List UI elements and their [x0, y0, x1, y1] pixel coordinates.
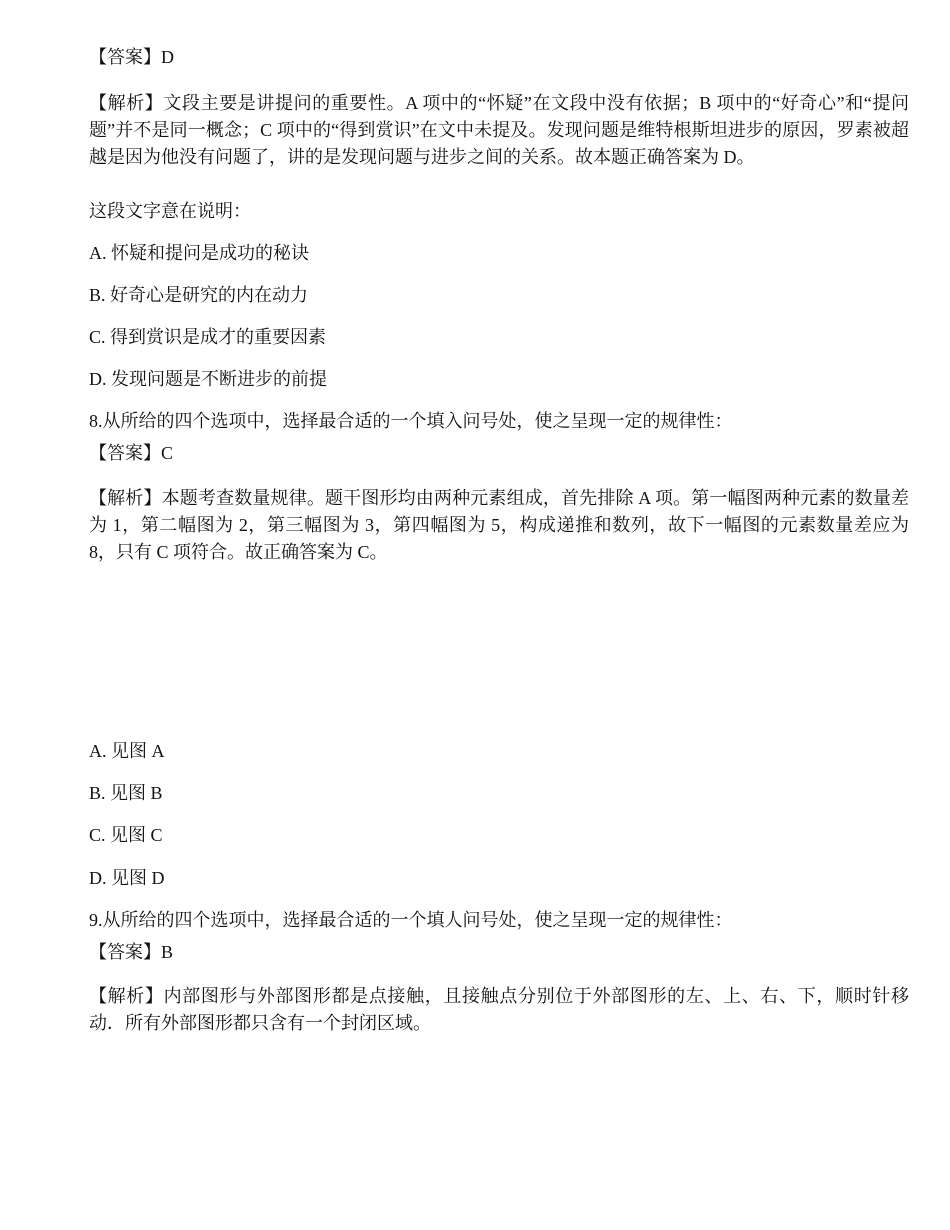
analysis-8: 【解析】本题考查数量规律。题干图形均由两种元素组成，首先排除 A 项。第一幅图两种元素的数量差为 1，第二幅图为 2，第三幅图为 3，第四幅图为 5，构成递推和数列，故下一幅图的元素数量差应为 8，只有 C 项符合。故正确答案为 C。 — [89, 488, 909, 562]
option-8-c: C. 见图 C — [89, 825, 163, 845]
analysis-9: 【解析】内部图形与外部图形都是点接触，且接触点分别位于外部图形的左、上、右、下，顺时针移动．所有外部图形都只含有一个封闭区域。 — [89, 986, 909, 1033]
option-7-a: A. 怀疑和提问是成功的秘诀 — [89, 243, 309, 263]
option-7-c: C. 得到赏识是成才的重要因素 — [89, 327, 327, 347]
analysis-7: 【解析】文段主要是讲提问的重要性。A 项中的“怀疑”在文段中没有依据；B 项中的“好奇心”和“提问题”并不是同一概念；C 项中的“得到赏识”在文中未提及。发现问题是维特根斯坦进步的原因，罗素被超越是因为他没有问题了，讲的是发现问题与进步之间的关系。故本题正确答案为 D。 — [89, 93, 909, 167]
answer-7: 【答案】D — [89, 47, 174, 67]
answer-9: 【答案】B — [89, 942, 174, 962]
answer-8: 【答案】C — [89, 443, 174, 463]
option-7-b: B. 好奇心是研究的内在动力 — [89, 285, 309, 305]
question-8-stem: 8.从所给的四个选项中，选择最合适的一个填入问号处，使之呈现一定的规律性： — [89, 411, 733, 431]
option-8-d: D. 见图 D — [89, 868, 165, 888]
option-8-b: B. 见图 B — [89, 783, 163, 803]
question-9-stem: 9.从所给的四个选项中，选择最合适的一个填人问号处，使之呈现一定的规律性： — [89, 910, 733, 930]
question-7-stem: 这段文字意在说明： — [89, 201, 251, 221]
option-8-a: A. 见图 A — [89, 741, 165, 761]
option-7-d: D. 发现问题是不断进步的前提 — [89, 369, 327, 389]
